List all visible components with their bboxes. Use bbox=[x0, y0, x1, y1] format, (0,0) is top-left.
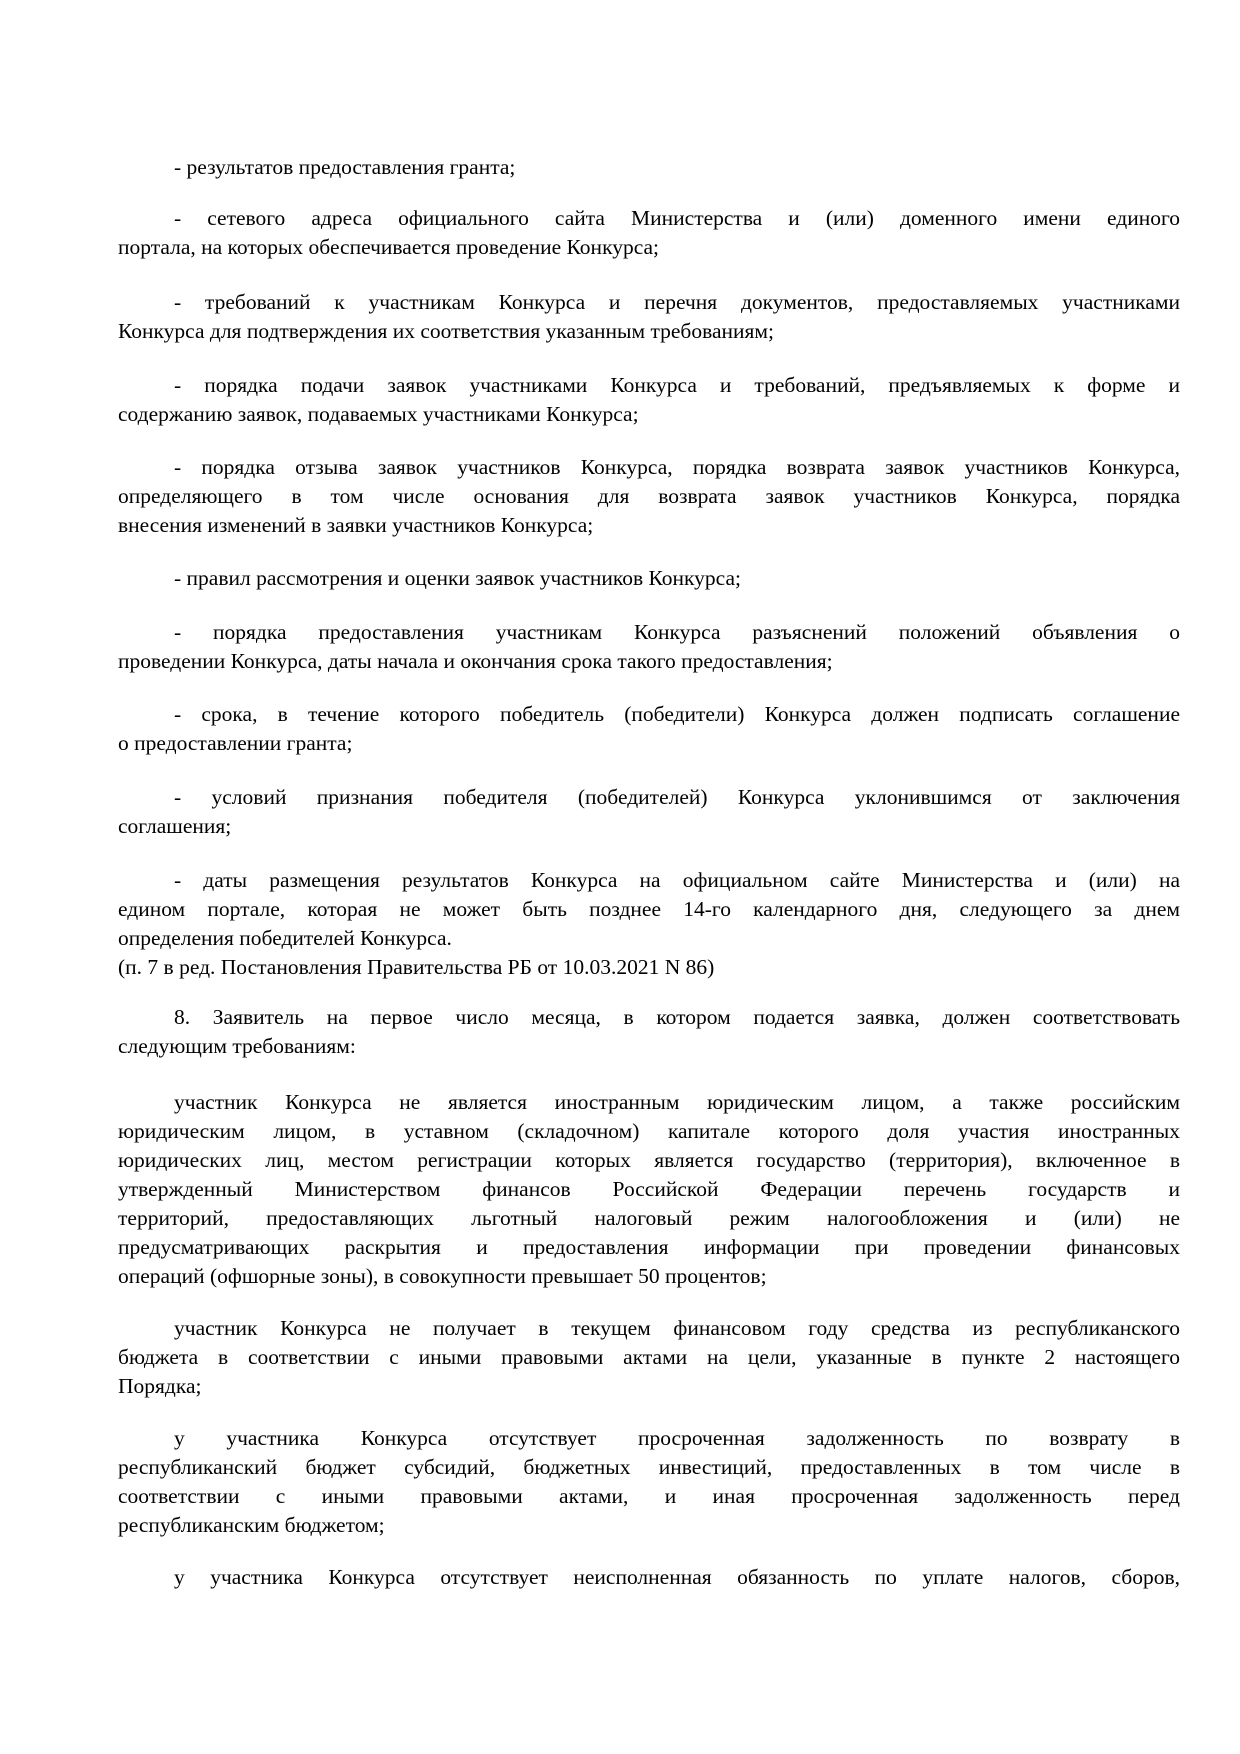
text-line: участник Конкурса не получает в текущем финансовом году средства из республиканского bbox=[174, 1316, 1180, 1340]
text-line: портала, на которых обеспечивается проведение Конкурса; bbox=[118, 235, 660, 259]
amendment-note bbox=[118, 953, 1180, 982]
text-line: - даты размещения результатов Конкурса на официальном сайте Министерства и (или) на bbox=[174, 868, 1180, 892]
text-line: юридических лиц, местом регистрации которых является государство (территория), включенное в bbox=[118, 1148, 1180, 1172]
text-line: - результатов предоставления гранта; bbox=[174, 155, 516, 179]
text-line: - требований к участникам Конкурса и перечня документов, предоставляемых участниками bbox=[174, 290, 1180, 314]
text-line: территорий, предоставляющих льготный налоговый режим налогообложения и (или) не bbox=[118, 1206, 1180, 1230]
paragraph bbox=[118, 700, 1180, 758]
text-line: бюджета в соответствии с иными правовыми актами на цели, указанные в пункте 2 настоящего bbox=[118, 1345, 1180, 1369]
paragraph bbox=[118, 1088, 1180, 1291]
text-line: у участника Конкурса отсутствует неисполненная обязанность по уплате налогов, сборов, bbox=[174, 1565, 1180, 1589]
text-line: о предоставлении гранта; bbox=[118, 731, 353, 755]
paragraph bbox=[118, 153, 1180, 182]
text-line: определения победителей Конкурса. bbox=[118, 926, 452, 950]
text-line: - порядка предоставления участникам Конкурса разъяснений положений объявления о bbox=[174, 620, 1180, 644]
paragraph bbox=[118, 783, 1180, 841]
text-line: - срока, в течение которого победитель (победители) Конкурса должен подписать соглашение bbox=[174, 702, 1180, 726]
text-line: содержанию заявок, подаваемых участниками Конкурса; bbox=[118, 402, 639, 426]
text-line: едином портале, которая не может быть позднее 14-го календарного дня, следующего за днем bbox=[118, 897, 1180, 921]
text-line: Конкурса для подтверждения их соответствия указанным требованиям; bbox=[118, 319, 775, 343]
paragraph bbox=[118, 288, 1180, 346]
text-line: участник Конкурса не является иностранным юридическим лицом, а также российским bbox=[174, 1090, 1180, 1114]
text-line: - сетевого адреса официального сайта Министерства и (или) доменного имени единого bbox=[174, 206, 1180, 230]
text-line: операций (офшорные зоны), в совокупности превышает 50 процентов; bbox=[118, 1264, 767, 1288]
text-line: (п. 7 в ред. Постановления Правительства РБ от 10.03.2021 N 86) bbox=[118, 955, 715, 979]
text-line: республиканским бюджетом; bbox=[118, 1513, 385, 1537]
paragraph bbox=[118, 1314, 1180, 1401]
paragraph bbox=[118, 618, 1180, 676]
text-line: юридическим лицом, в уставном (складочном) капитале которого доля участия иностранных bbox=[118, 1119, 1180, 1143]
paragraph bbox=[118, 1424, 1180, 1540]
paragraph bbox=[118, 1003, 1180, 1061]
paragraph bbox=[118, 866, 1180, 953]
text-line: внесения изменений в заявки участников Конкурса; bbox=[118, 513, 594, 537]
text-line: утвержденный Министерством финансов Российской Федерации перечень государств и bbox=[118, 1177, 1180, 1201]
text-line: - правил рассмотрения и оценки заявок участников Конкурса; bbox=[174, 566, 741, 590]
text-line: предусматривающих раскрытия и предоставления информации при проведении финансовых bbox=[118, 1235, 1180, 1259]
text-line: республиканский бюджет субсидий, бюджетных инвестиций, предоставленных в том числе в bbox=[118, 1455, 1180, 1479]
paragraph bbox=[118, 1563, 1180, 1592]
text-line: соответствии с иными правовыми актами, и иная просроченная задолженность перед bbox=[118, 1484, 1180, 1508]
paragraph bbox=[118, 453, 1180, 540]
text-line: следующим требованиям: bbox=[118, 1034, 356, 1058]
paragraph bbox=[118, 564, 1180, 593]
text-line: определяющего в том числе основания для возврата заявок участников Конкурса, порядка bbox=[118, 484, 1180, 508]
text-line: - порядка подачи заявок участниками Конкурса и требований, предъявляемых к форме и bbox=[174, 373, 1180, 397]
paragraph bbox=[118, 371, 1180, 429]
text-line: проведении Конкурса, даты начала и окончания срока такого предоставления; bbox=[118, 649, 833, 673]
text-line: 8. Заявитель на первое число месяца, в котором подается заявка, должен соответствовать bbox=[174, 1005, 1180, 1029]
text-line: - порядка отзыва заявок участников Конкурса, порядка возврата заявок участников Конкурса, bbox=[174, 455, 1180, 479]
text-line: у участника Конкурса отсутствует просроченная задолженность по возврату в bbox=[174, 1426, 1180, 1450]
text-line: Порядка; bbox=[118, 1374, 202, 1398]
text-line: соглашения; bbox=[118, 814, 232, 838]
text-line: - условий признания победителя (победителей) Конкурса уклонившимся от заключения bbox=[174, 785, 1180, 809]
paragraph bbox=[118, 204, 1180, 262]
